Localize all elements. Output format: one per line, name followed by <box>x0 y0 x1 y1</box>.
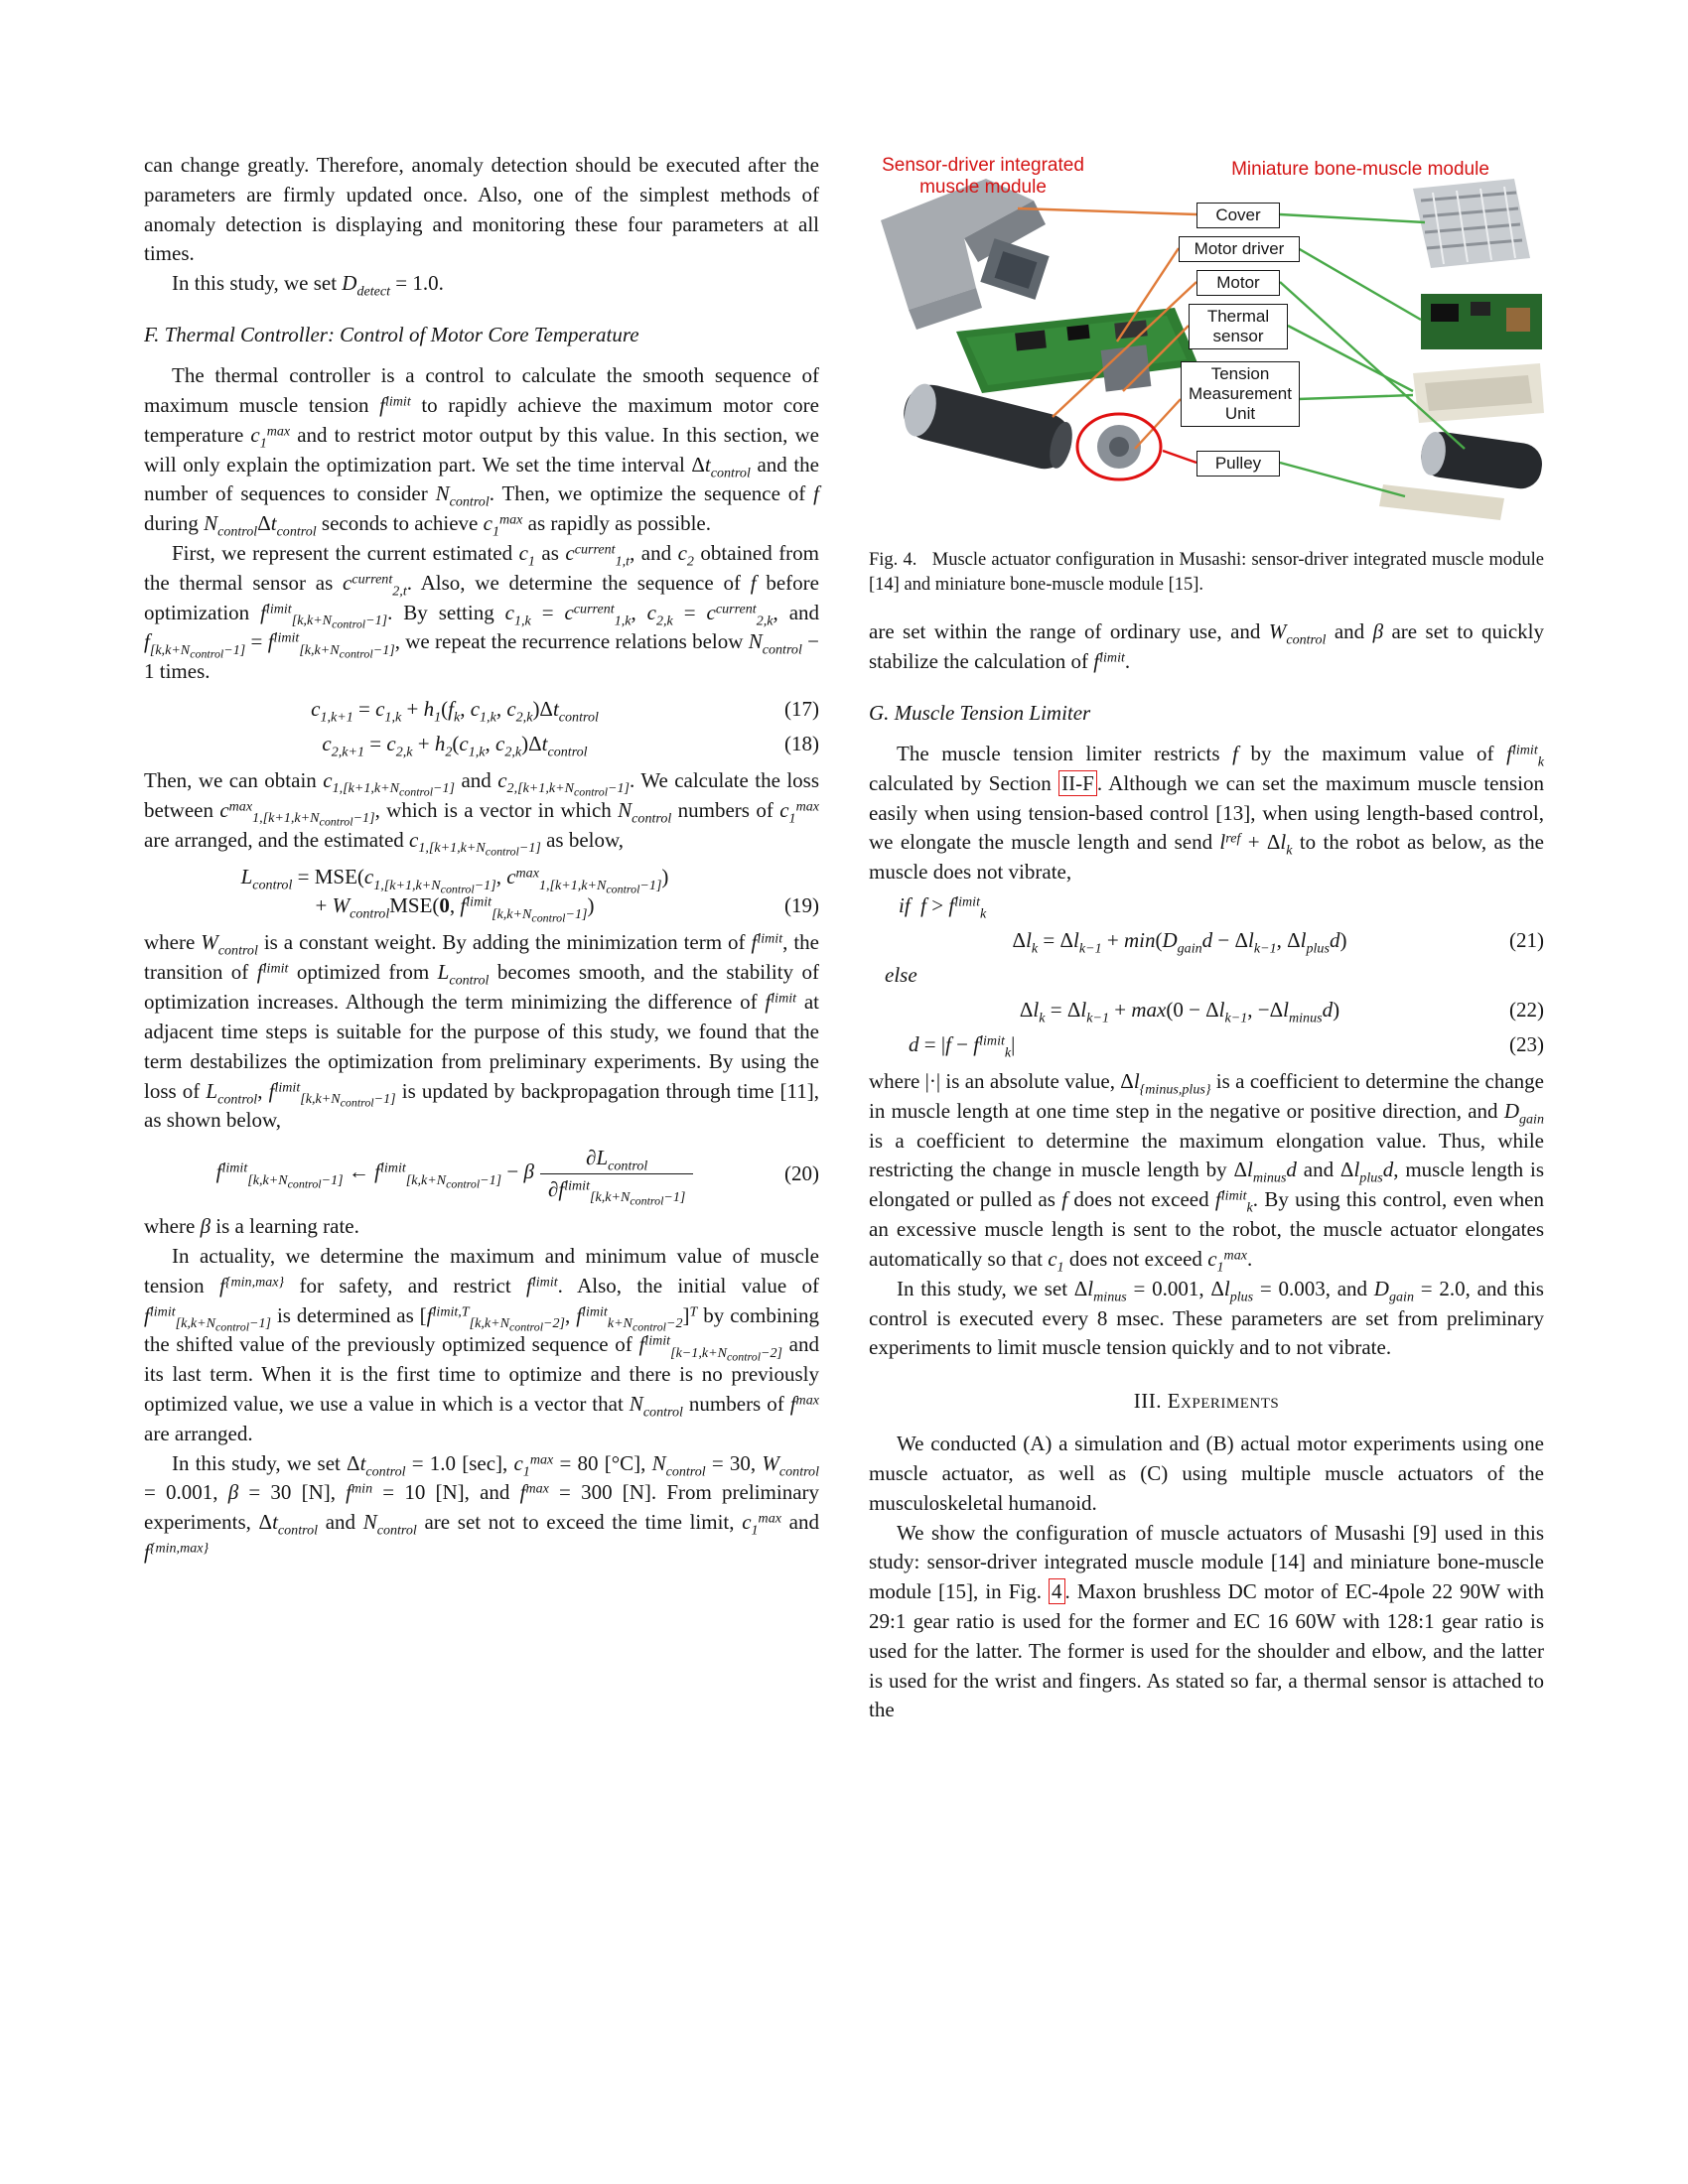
paragraph-absolute-value: where |·| is an absolute value, $\Delta l_{\{minus,plus\}}$ is a coefficient to determine the change in muscle length at one time step in the negative or positive direction, and $D_{gain}$ is a coefficient to determine the maximum elongation value. Thus, while restricting the change in muscle length by $\Delta l_{minus}d$ and $\Delta l_{plus}d$, muscle length is elongated or pulled as f does not exceed $f^{limit}_k$. By using this control, even when an excessive muscle length is sent to the robot, the muscle actuator elongates automatically so that $c_1$ does not exceed $c_1^{max}$. <box>869 1069 1545 1276</box>
equation-23 <box>869 1032 1544 1061</box>
fraction-denominator: $\partial f^{limit}_{[k,k+N_{control}-1]}$ <box>547 1177 686 1209</box>
equation-23-number: (23) <box>1509 1032 1544 1056</box>
paragraph-limiter-parameters: In this study, we set $\Delta l_{minus} = 0.001$, $\Delta l_{plus} = 0.003$, and $D_{gain} = 2.0$, and this control is executed every 8 msec. These parameters are set from preliminary experiments to limit muscle tension quickly and to not vibrate. <box>869 1276 1544 1360</box>
equation-18 <box>144 732 819 760</box>
reference-link[interactable]: 4 <box>1049 1578 1065 1604</box>
equation-20-fraction <box>540 1146 693 1209</box>
equation-19-line2: + $W_{control}MSE(0$, $f^{limit}_{[k,k+N_{control}-1]}$) <box>315 893 595 925</box>
figure-4-caption: Fig. 4. Muscle actuator configuration in Musashi: sensor-driver integrated muscle module [14] and miniature bone-muscle module [15]. <box>869 550 1544 596</box>
equation-22-body: $\Delta l_k = \Delta l_{k-1} + \max(0 - \Delta l_{k-1}$, $-\Delta l_{minus}d$) <box>1019 998 1340 1026</box>
equation-17-number: (17) <box>784 697 819 721</box>
equation-17 <box>144 697 819 726</box>
equation-21-number: (21) <box>1509 928 1544 952</box>
figure-callout-motor: Motor <box>1196 270 1280 296</box>
paragraph-experiments-overview: We conducted (A) a simulation and (B) actual motor experiments using one muscle actuator, as well as (C) using multiple muscle actuators of the musculoskeletal humanoid. <box>869 1432 1544 1515</box>
paragraph-actuator-configuration: We show the configuration of muscle actuators of Musashi [9] used in this study: sensor-driver integrated muscle module [14] and miniature bone-muscle module [15], in Fig. 4 . Maxon brushless DC motor of EC-4pole 22 90W with 29:1 gear ratio is used for the former and EC 16 60W with 128:1 gear ratio is used for the latter. The former is used for the shoulder and elbow, and the latter is used for the wrist and fingers. As stated so far, a thermal sensor is attached to the <box>869 1520 1544 1722</box>
paragraph-constant-weight: where $W_{control}$ is a constant weight. By adding the minimization term of $f^{limit}$, the transition of $f^{limit}$ optimized from $L_{control}$ becomes smooth, and the stability of optimization increases. Although the term minimizing the difference of $f^{limit}$ at adjacent time steps is suitable for the purpose of this study, we found that the term destabilizes the optimization from preliminary experiments. By using the loss of $L_{control}$, $f^{limit}_{[k,k+N_{control}-1]}$ is updated by backpropagation through time [11], as shown below, <box>144 930 820 1133</box>
right-column <box>869 151 1544 2144</box>
equation-20-lhs: $f^{limit}_{[k,k+N_{control}-1]}$ ← $f^{limit}_{[k,k+N_{control}-1]} - \beta$ <box>215 1160 534 1191</box>
equation-22-number: (22) <box>1509 998 1544 1022</box>
equation-21-body: $\Delta l_k = \Delta l_{k-1} + \min(D_{gain}d - \Delta l_{k-1}$, $\Delta l_{plus}d$) <box>1012 928 1347 957</box>
equation-20 <box>144 1146 819 1209</box>
paragraph-study-parameters: In this study, we set $\Delta t_{control} = 1.0$ [sec], $c_1^{max} = 80$ [°C], $N_{control} = 30$, $W_{control} = 0.001$, β = 30 [N], $f^{min} = 10$ [N], and $f^{max} = 300$ [N]. From preliminary experiments, $\Delta t_{control}$ and $N_{control}$ are set not to exceed the time limit, $c_1^{max}$ and $f^{\{min,max\}}$ <box>144 1450 820 1565</box>
equation-19-line1: $L_{control} = MSE(c_{1,[k+1,k+N_{control}-1]}$, $c^{max}_{1,[k+1,k+N_{control}-1]}$) <box>240 865 669 896</box>
equation-23-body: $d = |f - f^{limit}_k|$ <box>909 1032 1016 1061</box>
equation-block-21-23 <box>869 893 1544 1061</box>
equation-19-number: (19) <box>784 893 819 918</box>
figure-label-sensor-driver-module: Sensor-driver integrated muscle module <box>882 155 1084 198</box>
paragraph-learning-rate: where β is a learning rate. <box>144 1214 359 1239</box>
figure-4 <box>869 151 1544 598</box>
paragraph-in-actuality: In actuality, we determine the maximum and minimum value of muscle tension $f^{\{min,max\}}$ for safety, and restrict $f^{limit}$. Also, the initial value of $f^{limit}_{[k,k+N_{control}-1]}$ is determined as [$f^{limit,T}_{[k,k+N_{control}-2]}$, $f^{limit}_{k+N_{control}-2}]^T$ by combining the shifted value of the previously optimized sequence of $f^{limit}_{[k-1,k+N_{control}-2]}$ and its last term. When it is the first time to optimize and there is no previously optimized value, we use a value in which is a vector that $N_{control}$ numbers of $f^{max}$ are arranged. <box>144 1243 820 1445</box>
figure-4-image <box>869 151 1544 536</box>
paragraph-range-of-use: are set within the range of ordinary use, and $W_{control}$ and β are set to quickly stabilize the calculation of $f^{limit}$. <box>869 619 1544 674</box>
equation-18-body: $c_{2,k+1} = c_{2,k} + h_2(c_{1,k}$, $c_{2,k})\Delta t_{control}$ <box>322 732 588 760</box>
equation-19 <box>144 865 819 925</box>
section-f-heading: F. Thermal Controller: Control of Motor Core Temperature <box>144 323 639 347</box>
paragraph-loss-intro: Then, we can obtain $c_{1,[k+1,k+N_{control}-1]}$ and $c_{2,[k+1,k+N_{control}-1]}$. We calculate the loss between $c^{max}_{1,[k+1,k+N_{control}-1]}$, which is a vector in which $N_{control}$ numbers of $c_1^{max}$ are arranged, and the estimated $c_{1,[k+1,k+N_{control}-1]}$ as below, <box>144 768 819 859</box>
equation-if-condition: if $f > f^{limit}_k$ <box>899 893 987 922</box>
miniature-module-art <box>1379 179 1544 520</box>
paragraph-tension-limiter: The muscle tension limiter restricts f by the maximum value of $f^{limit}_k$ calculated by Section II-F . Although we can set the maximum muscle tension easily when using tension-based control [13], when using length-based control, we elongate the muscle length and send $l^{ref} + \Delta l_k$ to the robot as below, as the muscle does not vibrate, <box>869 741 1544 885</box>
equation-22 <box>869 998 1544 1026</box>
center-module-art <box>899 308 1198 475</box>
equation-21 <box>869 928 1544 957</box>
figure-label-miniature-module: Miniature bone-muscle module <box>1231 159 1489 180</box>
equation-20-body <box>144 1146 766 1209</box>
section-iii-heading: III. Experiments <box>1133 1389 1280 1414</box>
sensor-driver-module-art <box>881 179 1050 330</box>
section-g-heading: G. Muscle Tension Limiter <box>869 700 1091 725</box>
equation-19-body <box>144 865 766 925</box>
figure-callout-pulley: Pulley <box>1196 451 1280 477</box>
paragraph-current-estimated: First, we represent the current estimated $c_1$ as $c^{current}_{1,t}$, and $c_2$ obtained from the thermal sensor as $c^{current}_{2,t}$. Also, we determine the sequence of f before optimization $f^{limit}_{[k,k+N_{control}-1]}$. By setting $c_{1,k} = c^{current}_{1,k}$, $c_{2,k} = c^{current}_{2,k}$, and $f_{[k,k+N_{control}-1]} = f^{limit}_{[k,k+N_{control}-1]}$, we repeat the recurrence relations below $N_{control} - 1$ times. <box>144 540 820 684</box>
figure-callout-motor-driver: Motor driver <box>1179 236 1300 262</box>
equation-17-body: $c_{1,k+1} = c_{1,k} + h_1(f_k$, $c_{1,k}$, $c_{2,k})\Delta t_{control}$ <box>311 697 599 726</box>
left-column <box>144 151 819 2144</box>
paragraph-d-detect: In this study, we set $D_{detect} = 1.0$. <box>172 271 444 300</box>
paragraph-anomaly-detection: can change greatly. Therefore, anomaly detection should be executed after the parameters are firmly updated once. Also, one of the simplest methods of anomaly detection is displaying and monitoring these four parameters at all times. <box>144 153 819 266</box>
equation-else-condition: else <box>885 963 917 987</box>
reference-link[interactable]: II-F <box>1058 770 1097 796</box>
equation-20-number: (20) <box>784 1161 819 1186</box>
figure-callout-cover: Cover <box>1196 203 1280 228</box>
fraction-numerator: $\partial L_{control}$ <box>540 1146 693 1174</box>
equation-18-number: (18) <box>784 732 819 755</box>
paragraph-thermal-controller: The thermal controller is a control to calculate the smooth sequence of maximum muscle tension $f^{limit}$ to rapidly achieve the maximum motor core temperature $c_1^{max}$ and to restrict motor output by this value. In this section, we will only explain the optimization part. We set the time interval $\Delta t_{control}$ and the number of sequences to consider $N_{control}$. Then, we optimize the sequence of f during $N_{control}\Delta t_{control}$ seconds to achieve $c_1^{max}$ as rapidly as possible. <box>144 363 820 540</box>
figure-callout-thermal-sensor: Thermal sensor <box>1189 304 1288 349</box>
figure-callout-tension-measurement-unit: Tension Measurement Unit <box>1181 361 1300 427</box>
